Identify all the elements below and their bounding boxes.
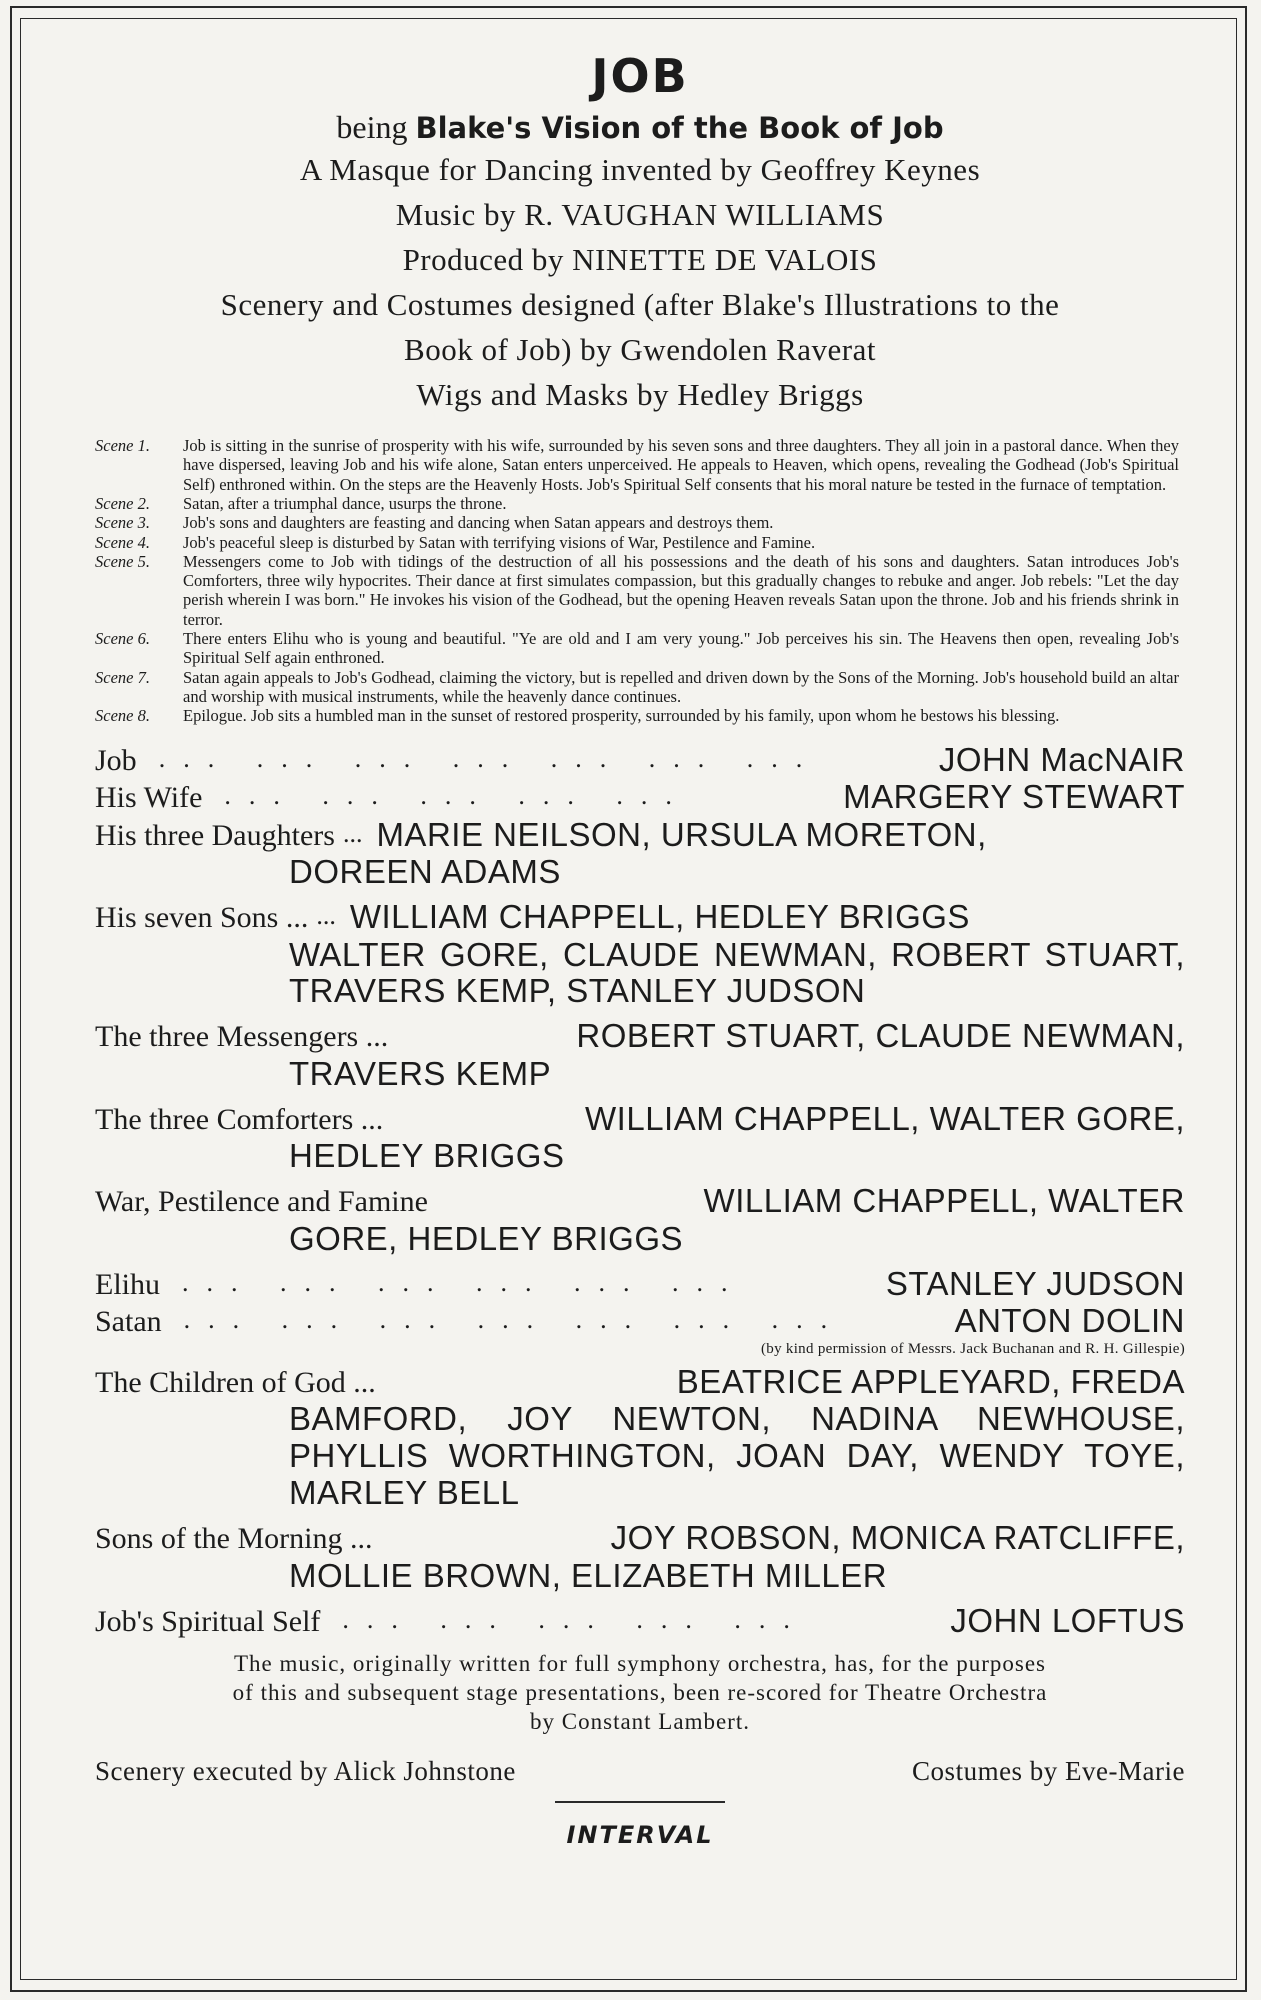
scene-entry — [95, 436, 1185, 494]
scene-text: Satan again appeals to Job's Godhead, claiming the victory, but is repelled and driven down by the Sons of the Morning. Job's household build an altar and worship with musical instruments, while the heavenly dance continues. — [183, 667, 1179, 706]
cast-row-daughters — [95, 817, 1185, 855]
scene-synopsis — [95, 436, 1185, 725]
subtitle-main: Blake's Vision of the Book of Job — [415, 110, 944, 145]
subtitle-lead: being — [336, 108, 408, 145]
cast-role: Satan — [95, 1305, 162, 1339]
orchestration-note-line-3: by Constant Lambert. — [530, 1708, 750, 1734]
cast-role: Job — [95, 743, 137, 777]
leader-dots: ... ... ... ... ... ... ... — [183, 1305, 846, 1335]
scene-entry — [95, 533, 1185, 552]
cast-role: His Wife — [95, 781, 203, 815]
cast-role: His three Daughters — [95, 818, 335, 852]
cast-row-children — [95, 1364, 1185, 1402]
scenery-executed-credit: Scenery executed by Alick Johnstone — [95, 1756, 516, 1787]
cast-actors: WILLIAM CHAPPELL, WALTER GORE, — [585, 1099, 1185, 1137]
scene-entry — [95, 513, 1185, 532]
wigs-credit: Wigs and Masks by Hedley Briggs — [416, 377, 864, 413]
cast-actors: BEATRICE APPLEYARD, FREDA — [676, 1362, 1185, 1400]
cast-row-comforters — [95, 1101, 1185, 1139]
orchestration-note — [95, 1650, 1185, 1736]
scene-entry — [95, 494, 1185, 513]
scene-label: Scene 8. — [95, 706, 150, 726]
cast-actors: STANLEY JUDSON — [885, 1264, 1185, 1302]
cast-row-sons-of-morning — [95, 1520, 1185, 1558]
scene-text: Job's peaceful sleep is disturbed by Satan with terrifying visions of War, Pestilence and Famine. — [183, 532, 816, 552]
cast-role: Sons of the Morning ... — [95, 1522, 373, 1556]
scenery-credit-line-1: Scenery and Costumes designed (after Blake's Illustrations to the — [220, 287, 1060, 323]
scene-label: Scene 7. — [95, 667, 150, 687]
scene-label: Scene 1. — [95, 436, 150, 456]
programme-page — [95, 50, 1185, 1849]
costumes-credit: Costumes by Eve-Marie — [912, 1756, 1185, 1787]
scene-text: Job is sitting in the sunrise of prosperity with his wife, surrounded by his seven sons and three daughters. They all join in a pastoral dance. When they have dispersed, leaving Job and his wife alone, Satan enters unperceived. He appeals to Heaven, which opens, revealing the Godhead (Job's Spiritual Self) enthroned within. On the steps are the Heavenly Hosts. Job's Spiritual Self consents that his moral nature be tested in the furnace of temptation. — [183, 436, 1179, 494]
leader-dots: ... ... ... ... ... ... ... — [158, 743, 821, 773]
cast-actors: WILLIAM CHAPPELL, WALTER — [703, 1182, 1185, 1220]
leader-dots: ... — [316, 901, 336, 931]
cast-actors: MARIE NEILSON, URSULA MORETON, — [376, 815, 987, 853]
cast-role: War, Pestilence and Famine — [95, 1185, 428, 1219]
cast-actors: MARGERY STEWART — [843, 778, 1185, 816]
cast-actors: ROBERT STUART, CLAUDE NEWMAN, — [576, 1017, 1185, 1055]
cast-row-job — [95, 742, 1185, 780]
scene-text: Job's sons and daughters are feasting and dancing when Satan appears and destroys them. — [183, 513, 774, 533]
scene-label: Scene 4. — [95, 532, 150, 552]
cast-role: The three Messengers ... — [95, 1020, 389, 1054]
page-title: JOB — [591, 49, 689, 103]
cast-row-satan — [95, 1303, 1185, 1341]
cast-actors: JOHN MacNAIR — [938, 740, 1185, 778]
cast-actors-continued: WALTER GORE, CLAUDE NEWMAN, ROBERT STUART, TRAVERS KEMP, STANLEY JUDSON — [289, 935, 1185, 1010]
scene-label: Scene 3. — [95, 513, 150, 533]
scene-text: Messengers come to Job with tidings of the destruction of all his possessions and the death of his sons and daughters. Satan introduces Job's Comforters, three wily hypocrites. Their dance at first simulates compassion, but this gradually changes to rebuke and anger. Job rebels: "Let the day perish wherein I was born." He invokes his vision of the Godhead, but the opening Heaven reveals Satan upon the throne. Job and his friends shrink in terror. — [183, 551, 1179, 629]
scene-label: Scene 5. — [95, 551, 150, 571]
orchestration-note-line-2: of this and subsequent stage presentations, been re-scored for Theatre Orchestra — [232, 1679, 1048, 1705]
scene-label: Scene 6. — [95, 629, 150, 649]
scene-entry — [95, 552, 1185, 629]
cast-actors-continued: MOLLIE BROWN, ELIZABETH MILLER — [289, 1556, 888, 1594]
cast-row-wife — [95, 779, 1185, 817]
cast-actors-continued: DOREEN ADAMS — [289, 853, 561, 891]
cast-actors: ANTON DOLIN — [954, 1302, 1185, 1340]
leader-dots: ... ... ... ... ... ... — [182, 1267, 746, 1297]
cast-actors-continued: BAMFORD, JOY NEWTON, NADINA NEWHOUSE, PHYLLIS WORTHINGTON, JOAN DAY, WENDY TOYE, MARLEY BELL — [289, 1400, 1185, 1512]
leader-dots: ... ... ... ... ... — [342, 1604, 808, 1634]
cast-actors-continued: TRAVERS KEMP — [289, 1054, 552, 1092]
leader-dots: ... — [342, 818, 363, 848]
orchestration-note-line-1: The music, originally written for full symphony orchestra, has, for the purposes — [233, 1651, 1046, 1677]
cast-actors: WILLIAM CHAPPELL, HEDLEY BRIGGS — [349, 898, 970, 936]
producer-credit: Produced by NINETTE DE VALOIS — [402, 242, 878, 278]
cast-row-sons — [95, 899, 1185, 937]
cast-actors: JOHN LOFTUS — [950, 1601, 1185, 1639]
scenery-credit-line-2: Book of Job) by Gwendolen Raverat — [404, 332, 876, 368]
scene-entry — [95, 668, 1185, 707]
scene-entry — [95, 706, 1185, 725]
scene-entry — [95, 629, 1185, 668]
cast-role: His seven Sons ... — [95, 901, 309, 935]
cast-actors-continued: GORE, HEDLEY BRIGGS — [289, 1219, 683, 1257]
cast-role: Elihu — [95, 1267, 160, 1301]
cast-row-war — [95, 1183, 1185, 1221]
cast-row-elihu — [95, 1266, 1185, 1304]
music-credit: Music by R. VAUGHAN WILLIAMS — [395, 197, 885, 233]
cast-role: The Children of God ... — [95, 1365, 376, 1399]
cast-role: Job's Spiritual Self — [95, 1604, 321, 1638]
divider-rule — [555, 1801, 725, 1803]
scene-label: Scene 2. — [95, 494, 150, 513]
subtitle — [95, 107, 1185, 149]
masque-credit: A Masque for Dancing invented by Geoffrey Keynes — [299, 152, 981, 188]
cast-list — [95, 742, 1185, 1641]
cast-row-spiritual-self — [95, 1603, 1185, 1641]
scene-text: There enters Elihu who is young and beautiful. "Ye are old and I am very young." Job perceives his sin. The Heavens then open, revealing Job's Spiritual Self again enthroned. — [183, 629, 1179, 668]
cast-role: The three Comforters ... — [95, 1102, 384, 1136]
production-credits — [95, 1756, 1185, 1787]
cast-actors: JOY ROBSON, MONICA RATCLIFFE, — [610, 1519, 1185, 1557]
leader-dots: ... ... ... ... ... — [224, 781, 690, 811]
permission-note: (by kind permission of Messrs. Jack Buchanan and R. H. Gillespie) — [760, 1340, 1185, 1357]
scene-text: Satan, after a triumphal dance, usurps the throne. — [183, 494, 507, 513]
interval-heading: INTERVAL — [566, 1821, 714, 1850]
cast-row-messengers — [95, 1018, 1185, 1056]
scene-text: Epilogue. Job sits a humbled man in the sunset of restored prosperity, surrounded by his family, upon whom he bestows his blessing. — [183, 706, 1060, 726]
cast-actors-continued: HEDLEY BRIGGS — [289, 1137, 565, 1175]
programme-header — [95, 50, 1185, 418]
